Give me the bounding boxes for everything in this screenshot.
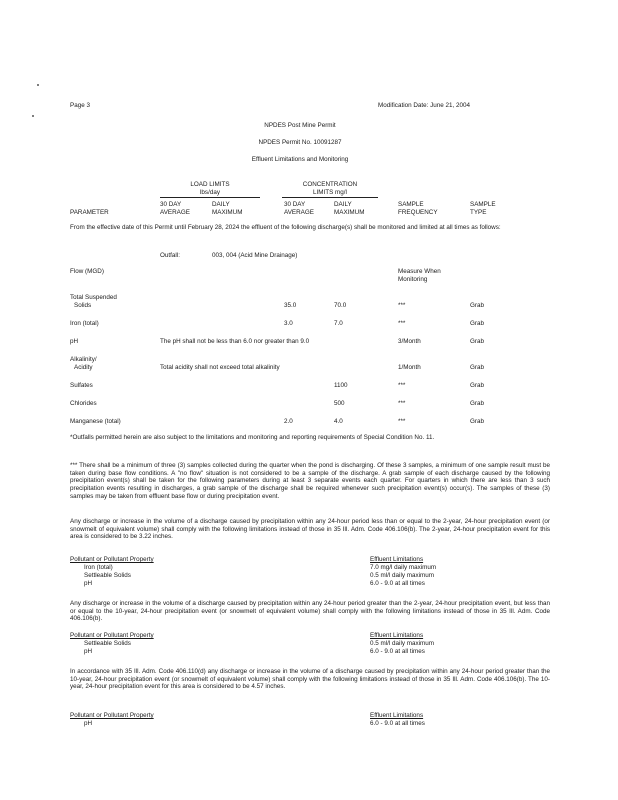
tss-30day-average: 35.0 — [284, 302, 297, 309]
load-limits-rule — [160, 197, 260, 198]
col-maximum-conc: MAXIMUM — [334, 209, 365, 216]
col-average-load: AVERAGE — [160, 209, 190, 216]
manganese-param: Manganese (total) — [70, 418, 121, 425]
concentration-units: LIMITS mg/l — [313, 189, 347, 196]
iron-30day-average: 3.0 — [284, 320, 293, 327]
flow-param: Flow (MGD) — [70, 268, 104, 275]
group1-item-name: Iron (total) — [84, 564, 113, 571]
permit-number: NPDES Permit No. 10091287 — [258, 139, 342, 146]
group1-item-limit: 0.5 ml/l daily maximum — [370, 572, 435, 579]
concentration-rule — [282, 197, 378, 198]
footnote: *Outfalls permitted herein are also subject to the limitations and monitoring and reporting requirements of Special Condition No. 11. — [70, 434, 435, 441]
group1-item-name: pH — [84, 580, 93, 587]
tss-frequency: *** — [398, 302, 406, 309]
group3-item-limit: 6.0 - 9.0 at all times — [370, 720, 425, 727]
group2-item-name: pH — [84, 648, 93, 655]
tss-daily-maximum: 70.0 — [334, 302, 347, 309]
group1-item-limit: 7.0 mg/l daily maximum — [370, 564, 437, 571]
tss-param: Total Suspended — [70, 294, 117, 301]
chlorides-param: Chlorides — [70, 400, 97, 407]
col-30day-conc: 30 DAY — [284, 201, 306, 208]
intro-paragraph: From the effective date of this Permit until February 28, 2024 the effluent of the following discharge(s) shall be monitored and limited at all times as follows: — [70, 224, 501, 231]
group2-item-name: Settleable Solids — [84, 640, 131, 647]
sampling-paragraph: *** There shall be a minimum of three (3) samples collected during the quarter when the pond is discharging. Of these 3 samples, a minimum of one sample result must be taken during base flow conditions. A "no flow" situation is not considered to be a sample of the discharge. A grab sample of each discharge caused by the following precipitation event(s) shall be taken for the following parameters during at least 3 separate events each quarter. For quarters in which there are less than 3 such precipitation events resulting in discharges, a grab sample of the discharge shall be required whenever such precipitation event(s) occur(s). The samples of these (3) samples may be taken from effluent base flow or during precipitation event. — [70, 462, 550, 500]
col-30day-load: 30 DAY — [160, 201, 182, 208]
facility-title: NPDES Post Mine Permit — [264, 122, 336, 129]
two-year-event-paragraph: Any discharge or increase in the volume of a discharge caused by precipitation within any 24-hour period less than or equal to the 2-year, 24-hour precipitation event (or snowmelt of equivalent volume) shall comply with the following limitations instead of those in 35 Ill. Adm. Code 406.106(b). The 2-year, 24-hour precipitation event for this area is considered to be 3.22 inches. — [70, 518, 550, 541]
load-limits-heading: LOAD LIMITS — [190, 181, 230, 188]
group2-limit-header: Effluent Limitations — [370, 632, 424, 639]
manganese-frequency: *** — [398, 418, 406, 425]
col-sample-type-1: SAMPLE — [470, 201, 496, 208]
col-sample-frequency-1: SAMPLE — [398, 201, 424, 208]
ph-param: pH — [70, 338, 79, 345]
col-parameter: PARAMETER — [70, 209, 109, 216]
scan-speck — [37, 84, 39, 86]
group3-item-name: pH — [84, 720, 93, 727]
alkalinity-note: Total acidity shall not exceed total alkalinity — [160, 364, 280, 371]
concentration-heading: CONCENTRATION — [302, 181, 358, 188]
alkalinity-param-2: Acidity — [74, 364, 93, 371]
manganese-type: Grab — [470, 418, 484, 425]
sulfates-daily-maximum: 1100 — [334, 382, 348, 389]
outfall-value: 003, 004 (Acid Mine Drainage) — [212, 252, 298, 259]
ten-year-event-paragraph: Any discharge or increase in the volume of a discharge caused by precipitation within any 24-hour period greater than the 2-year, 24-hour precipitation event, but less than or equal to the 10-year, 24-hour precipitation event (or snowmelt of equivalent volume) shall comply with the following limitations instead of those in 35 Ill. Adm. Code 406.106(b). — [70, 600, 550, 623]
col-maximum-load: MAXIMUM — [212, 209, 243, 216]
group2-item-limit: 0.5 ml/l daily maximum — [370, 640, 435, 647]
modification-date: Modification Date: June 21, 2004 — [378, 102, 471, 109]
iron-type: Grab — [470, 320, 484, 327]
sulfates-param: Sulfates — [70, 382, 93, 389]
scan-speck — [32, 115, 34, 117]
group3-limit-header: Effluent Limitations — [370, 712, 424, 719]
outfall-label: Outfall: — [160, 252, 180, 259]
page-number: Page 3 — [70, 102, 90, 109]
group2-item-limit: 6.0 - 9.0 at all times — [370, 648, 425, 655]
group1-limit-header: Effluent Limitations — [370, 556, 424, 563]
sulfates-type: Grab — [470, 382, 484, 389]
group1-item-limit: 6.0 - 9.0 at all times — [370, 580, 425, 587]
chlorides-daily-maximum: 500 — [334, 400, 345, 407]
sulfates-frequency: *** — [398, 382, 406, 389]
iron-frequency: *** — [398, 320, 406, 327]
group2-pollutant-header: Pollutant or Pollutant Property — [70, 632, 154, 639]
ph-type: Grab — [470, 338, 484, 345]
over-ten-year-event-paragraph: In accordance with 35 Ill. Adm. Code 406.110(d) any discharge or increase in the volume of a discharge caused by precipitation within any 24-hour period greater than the 10-year, 24-hour precipitation event (or snowmelt of equivalent volume) shall comply with the following limitations instead of those in 35 Ill. Adm. Code 406.106(b). The 10-year, 24-hour precipitation event for this area is considered to be 4.57 inches. — [70, 668, 550, 691]
alkalinity-frequency: 1/Month — [398, 364, 421, 371]
col-daily-conc: DAILY — [334, 201, 352, 208]
iron-param: Iron (total) — [70, 320, 99, 327]
flow-frequency-1: Measure When — [398, 268, 441, 275]
flow-frequency-2: Monitoring — [398, 276, 428, 283]
group3-pollutant-header: Pollutant or Pollutant Property — [70, 712, 154, 719]
alkalinity-type: Grab — [470, 364, 484, 371]
ph-frequency: 3/Month — [398, 338, 421, 345]
col-daily-load: DAILY — [212, 201, 230, 208]
col-sample-type-2: TYPE — [470, 209, 487, 216]
col-sample-frequency-2: FREQUENCY — [398, 209, 438, 216]
col-average-conc: AVERAGE — [284, 209, 314, 216]
ph-note: The pH shall not be less than 6.0 nor greater than 9.0 — [160, 338, 310, 345]
alkalinity-param: Alkalinity/ — [70, 356, 97, 363]
tss-param-2: Solids — [74, 302, 92, 309]
manganese-daily-maximum: 4.0 — [334, 418, 343, 425]
group1-pollutant-header: Pollutant or Pollutant Property — [70, 556, 154, 563]
load-limits-units: lbs/day — [200, 189, 220, 196]
chlorides-type: Grab — [470, 400, 484, 407]
tss-type: Grab — [470, 302, 484, 309]
section-title: Effluent Limitations and Monitoring — [251, 156, 349, 163]
chlorides-frequency: *** — [398, 400, 406, 407]
manganese-30day-average: 2.0 — [284, 418, 293, 425]
iron-daily-maximum: 7.0 — [334, 320, 343, 327]
group1-item-name: Settleable Solids — [84, 572, 131, 579]
